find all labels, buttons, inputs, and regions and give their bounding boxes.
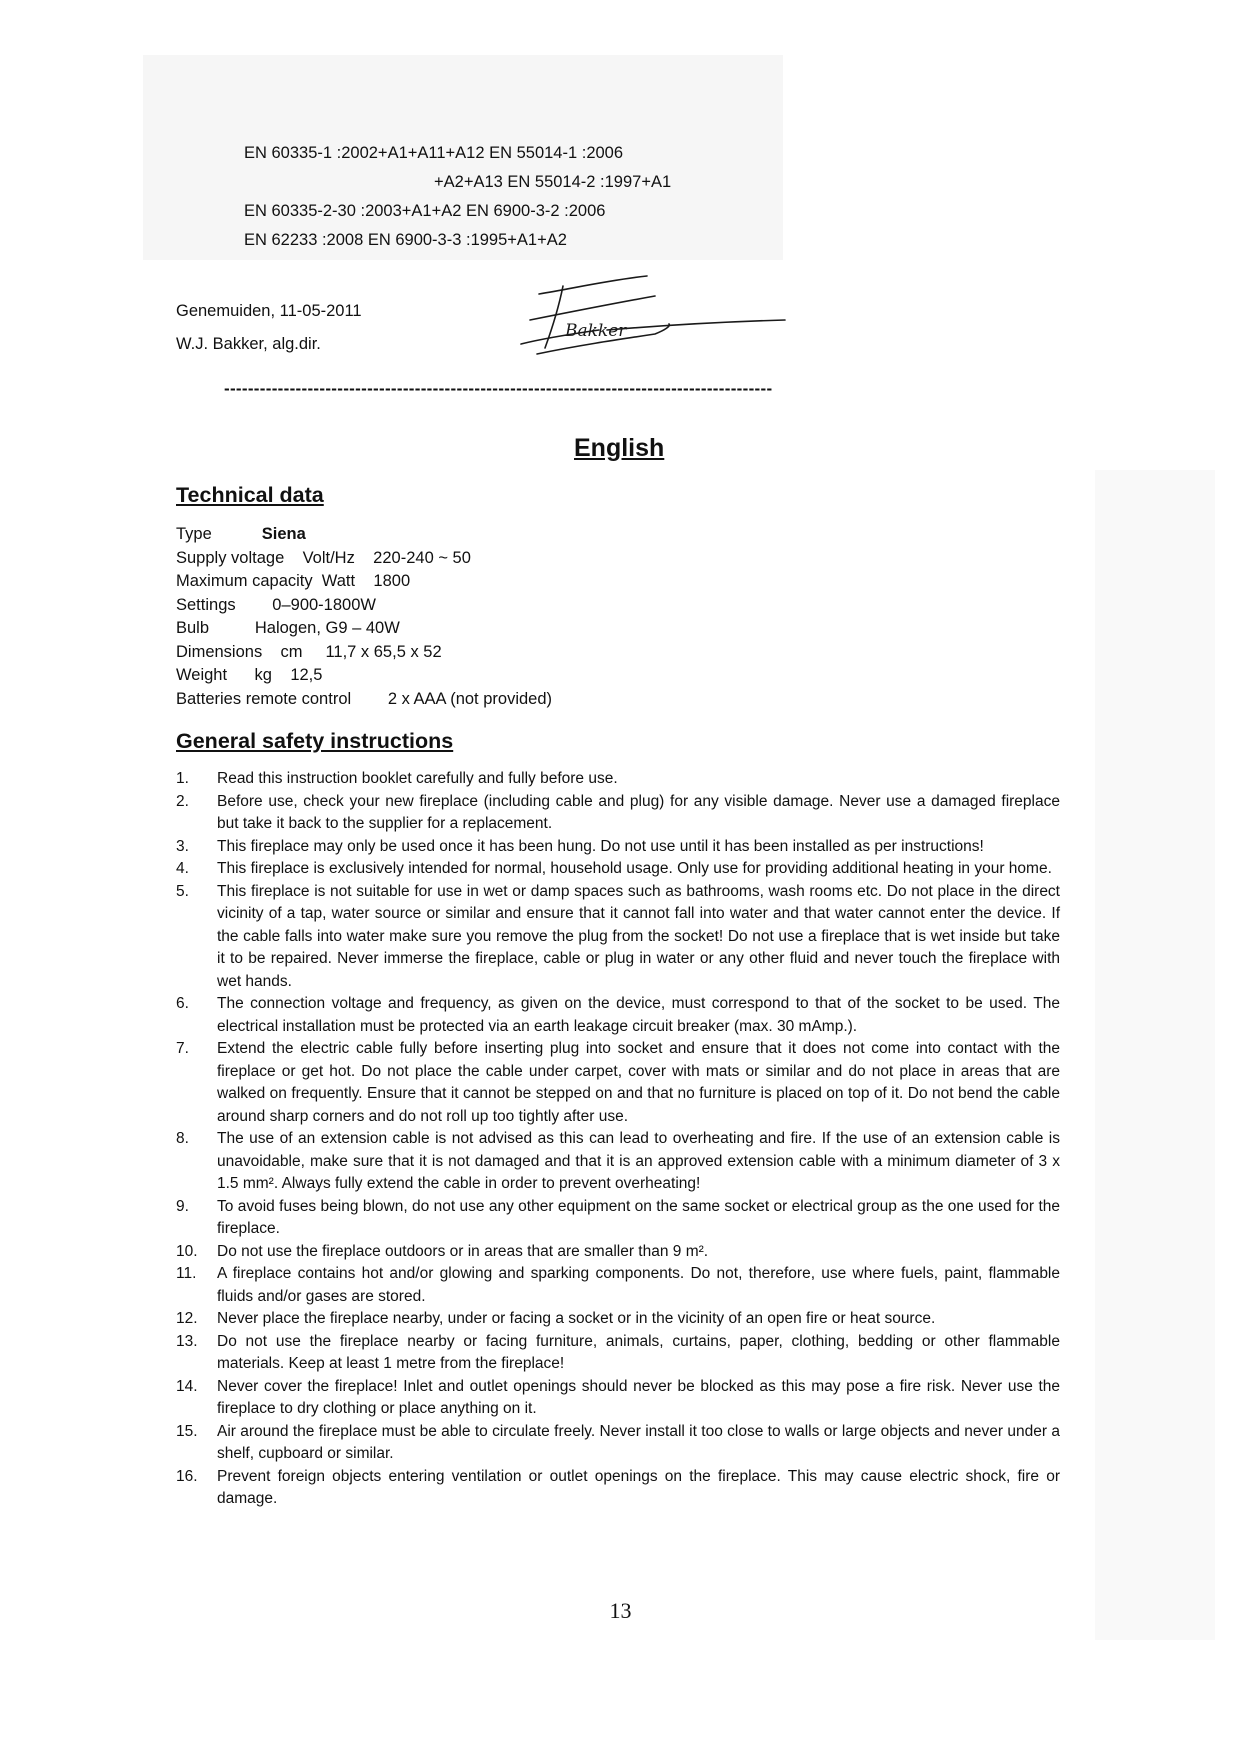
safety-item xyxy=(176,1128,1060,1196)
safety-item xyxy=(176,768,1060,791)
safety-item xyxy=(176,1376,1060,1421)
spec-row: Supply voltage Volt/Hz 220-240 ~ 50 xyxy=(176,549,471,567)
standards-line-2: +A2+A13 EN 55014-2 :1997+A1 xyxy=(434,173,672,191)
safety-item-number: 7. xyxy=(176,1040,189,1057)
technical-heading: Technical data xyxy=(176,483,324,507)
spec-type xyxy=(176,524,306,544)
safety-item-text: Air around the fireplace must be able to circulate freely. Never install it too close to walls or large objects and never under a shelf, cupboard or similar. xyxy=(217,1422,1060,1462)
safety-item-number: 6. xyxy=(176,995,189,1012)
spec-row: Settings 0–900-1800W xyxy=(176,596,376,614)
safety-item xyxy=(176,1241,1060,1264)
safety-item-text: Prevent foreign objects entering ventilation or outlet openings on the fireplace. This may cause electric shock, fire or damage. xyxy=(217,1467,1060,1507)
standards-line-1: EN 60335-1 :2002+A1+A11+A12 EN 55014-1 :2006 xyxy=(244,144,624,162)
safety-item-text: Never cover the fireplace! Inlet and outlet openings should never be blocked as this may pose a fire risk. Never use the fireplace to dry clothing or place anything on it. xyxy=(217,1377,1060,1417)
safety-item-number: 10. xyxy=(176,1242,198,1260)
safety-item-number: 5. xyxy=(176,882,189,900)
safety-item-text: Read this instruction booklet carefully and fully before use. xyxy=(217,770,618,787)
spec-row: Maximum capacity Watt 1800 xyxy=(176,572,411,590)
signatory: W.J. Bakker, alg.dir. xyxy=(176,335,321,353)
safety-item-number: 4. xyxy=(176,860,189,877)
safety-item-number: 3. xyxy=(176,837,189,855)
safety-item-number: 8. xyxy=(176,1130,189,1147)
safety-item xyxy=(176,791,1060,836)
safety-item-number: 14. xyxy=(176,1377,198,1395)
safety-item xyxy=(176,1421,1060,1466)
safety-list xyxy=(176,768,1060,1511)
signature xyxy=(515,268,795,368)
safety-heading: General safety instructions xyxy=(176,729,454,753)
safety-item xyxy=(176,836,1060,859)
safety-item-text: Do not use the fireplace nearby or facing furniture, animals, curtains, paper, clothing, bedding or other flammable materials. Keep at least 1 metre from the fireplace! xyxy=(217,1332,1060,1372)
safety-item xyxy=(176,1331,1060,1376)
safety-item-number: 9. xyxy=(176,1197,189,1215)
safety-item xyxy=(176,1196,1060,1241)
spec-type-value: Siena xyxy=(261,525,306,543)
safety-item-text: A fireplace contains hot and/or glowing and sparking components. Do not, therefore, use where fuels, paint, flammable fluids and/or gases are stored. xyxy=(217,1265,1060,1305)
safety-item-text: Do not use the fireplace outdoors or in areas that are smaller than 9 m². xyxy=(217,1242,709,1260)
scan-background-right xyxy=(1095,470,1215,1640)
safety-item-number: 1. xyxy=(176,770,189,787)
safety-item xyxy=(176,1038,1060,1128)
spec-row: Bulb Halogen, G9 – 40W xyxy=(176,619,400,637)
spec-row: Weight kg 12,5 xyxy=(176,666,323,684)
safety-item-number: 12. xyxy=(176,1310,198,1327)
safety-item-text: Before use, check your new fireplace (including cable and plug) for any visible damage. Never use a damaged fireplace but take it back to the supplier for a replacement. xyxy=(217,792,1060,832)
safety-item xyxy=(176,1263,1060,1308)
standards-line-3: EN 60335-2-30 :2003+A1+A2 EN 6900-3-2 :2006 xyxy=(244,202,606,220)
spec-row: Dimensions cm 11,7 x 65,5 x 52 xyxy=(176,643,442,661)
spec-row: Batteries remote control 2 x AAA (not provided) xyxy=(176,690,553,708)
spec-type-label: Type xyxy=(176,525,212,543)
safety-item xyxy=(176,858,1060,881)
safety-item xyxy=(176,993,1060,1038)
separator: -------------------------------------------------------------------------------------------- xyxy=(224,379,773,398)
safety-item-text: This fireplace is exclusively intended for normal, household usage. Only use for providing additional heating in your home. xyxy=(217,860,1052,877)
safety-item-text: Extend the electric cable fully before inserting plug into socket and ensure that it does not come into contact with the fireplace or get hot. Do not place the cable under carpet, cover with mats or similar and do not place in areas that are walked on frequently. Ensure that it cannot be stepped on and that no furniture is placed on top of it. Do not bend the cable around sharp corners and do not roll up too tightly after use. xyxy=(217,1040,1060,1125)
svg-text:Bakker: Bakker xyxy=(565,321,627,341)
safety-item-text: The use of an extension cable is not advised as this can lead to overheating and fire. If the use of an extension cable is unavoidable, make sure that it is not damaged and that it is an approved extension cable with a minimum diameter of 3 x 1.5 mm². Always fully extend the cable in order to prevent overheating! xyxy=(217,1130,1060,1192)
safety-item-text: The connection voltage and frequency, as given on the device, must correspond to that of the socket to be used. The electrical installation must be protected via an earth leakage circuit breaker (max. 30 mAmp.). xyxy=(217,995,1060,1035)
safety-item xyxy=(176,1466,1060,1511)
safety-item-text: To avoid fuses being blown, do not use any other equipment on the same socket or electrical group as the one used for the fireplace. xyxy=(217,1197,1060,1237)
safety-item-number: 16. xyxy=(176,1467,198,1485)
safety-item xyxy=(176,881,1060,994)
place-date: Genemuiden, 11-05-2011 xyxy=(176,302,362,320)
language-heading: English xyxy=(574,434,665,462)
safety-item-number: 13. xyxy=(176,1332,198,1350)
safety-item-text: This fireplace is not suitable for use in wet or damp spaces such as bathrooms, wash rooms etc. Do not place in the direct vicinity of a tap, water source or similar and ensure that it cannot fall into water and that water cannot enter the device. If the cable falls into water make sure you remove the plug from the socket! Do not use a fireplace that is wet inside but take it to be repaired. Never immerse the fireplace, cable or plug in water or any other fluid and never touch the fireplace with wet hands. xyxy=(217,882,1060,990)
page-number: 13 xyxy=(609,1598,632,1623)
safety-item-text: Never place the fireplace nearby, under or facing a socket or in the vicinity of an open fire or heat source. xyxy=(217,1310,936,1327)
standards-line-4: EN 62233 :2008 EN 6900-3-3 :1995+A1+A2 xyxy=(244,231,567,249)
safety-item-text: This fireplace may only be used once it has been hung. Do not use until it has been installed as per instructions! xyxy=(217,837,984,855)
safety-item-number: 15. xyxy=(176,1422,198,1440)
safety-item xyxy=(176,1308,1060,1331)
safety-item-number: 11. xyxy=(176,1265,197,1282)
safety-item-number: 2. xyxy=(176,792,189,810)
